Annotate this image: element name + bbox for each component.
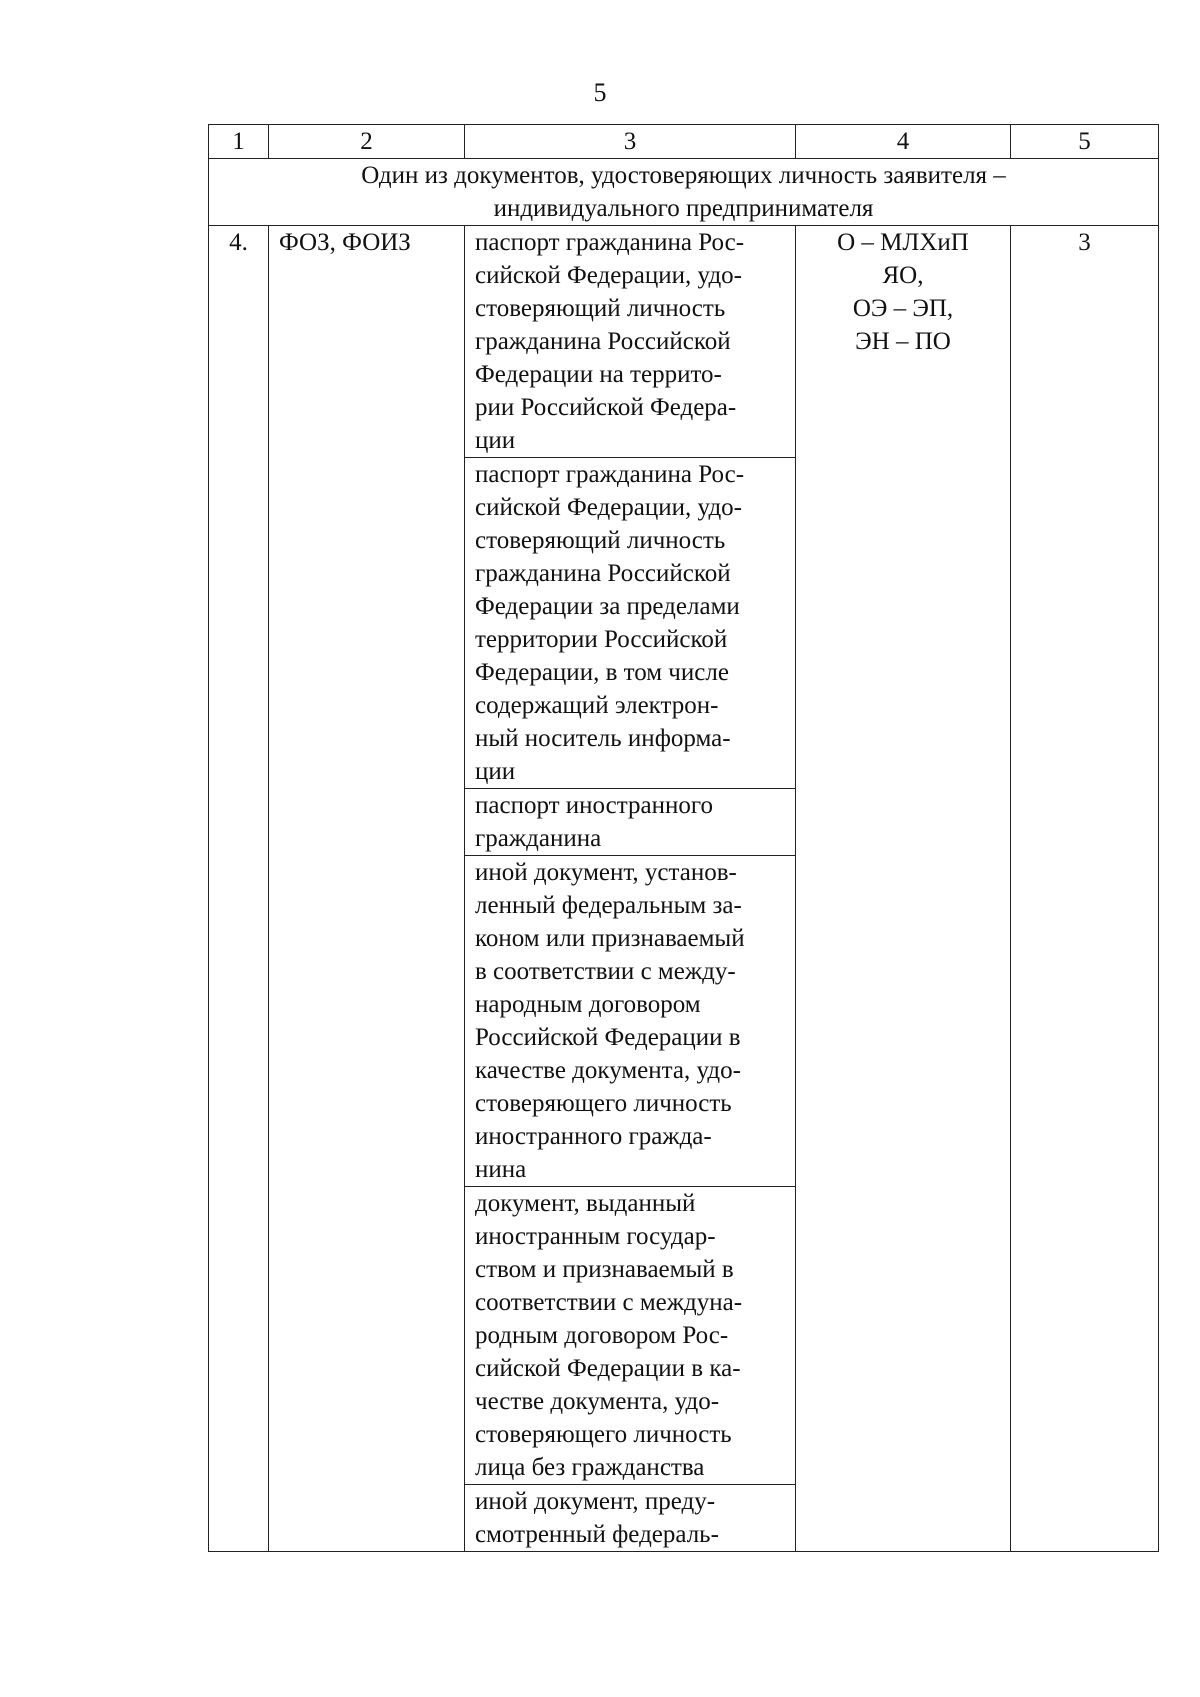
- column-number-4: 4: [796, 125, 1011, 159]
- row-number: 4.: [209, 226, 269, 1552]
- document-item: паспорт гражданина Рос- сийской Федерации, удо- стоверяющий личность гражданина Российской Федерации за пределами территории Российской Федерации, в том числе содержащий электрон- ный носитель информа- ции: [465, 458, 796, 789]
- count-value: 3: [1011, 226, 1159, 1552]
- applicant-kind: ФОЗ, ФОИЗ: [269, 226, 465, 1552]
- section-title: [209, 159, 1159, 226]
- table-row: [209, 226, 1159, 458]
- document-item: иной документ, установ- ленный федеральным за- коном или признаваемый в соответствии с между- народным договором Российской Федерации в качестве документа, удо- стоверяющего личность иностранного гражда- нина: [465, 856, 796, 1187]
- page-number: 5: [593, 78, 607, 107]
- documents-table: [208, 124, 1159, 1552]
- section-title-line-1: Один из документов, удостоверяющих личность заявителя –: [361, 162, 1006, 189]
- column-number-1: 1: [209, 125, 269, 159]
- column-number-5: 5: [1011, 125, 1159, 159]
- column-number-row: [209, 125, 1159, 159]
- form-line: О – МЛХиП: [837, 229, 969, 256]
- submission-form: [796, 226, 1011, 1552]
- column-number-2: 2: [269, 125, 465, 159]
- section-title-row: [209, 159, 1159, 226]
- document-item: иной документ, преду- смотренный федераль-: [465, 1485, 796, 1552]
- section-title-line-2: индивидуального предпринимателя: [493, 195, 874, 222]
- form-line: ЭН – ПО: [855, 328, 951, 355]
- document-item: документ, выданный иностранным государ- ством и признаваемый в соответствии с междуна- родным договором Рос- сийской Федерации в ка- честве документа, удо- стоверяющего личность лица без гражданства: [465, 1187, 796, 1485]
- document-item: паспорт иностранного гражданина: [465, 789, 796, 856]
- form-line: ОЭ – ЭП,: [852, 295, 954, 322]
- document-item: паспорт гражданина Рос- сийской Федерации, удо- стоверяющий личность гражданина Российской Федерации на террито- рии Российской Федера- ции: [465, 226, 796, 458]
- form-line: ЯО,: [882, 262, 924, 289]
- column-number-3: 3: [465, 125, 796, 159]
